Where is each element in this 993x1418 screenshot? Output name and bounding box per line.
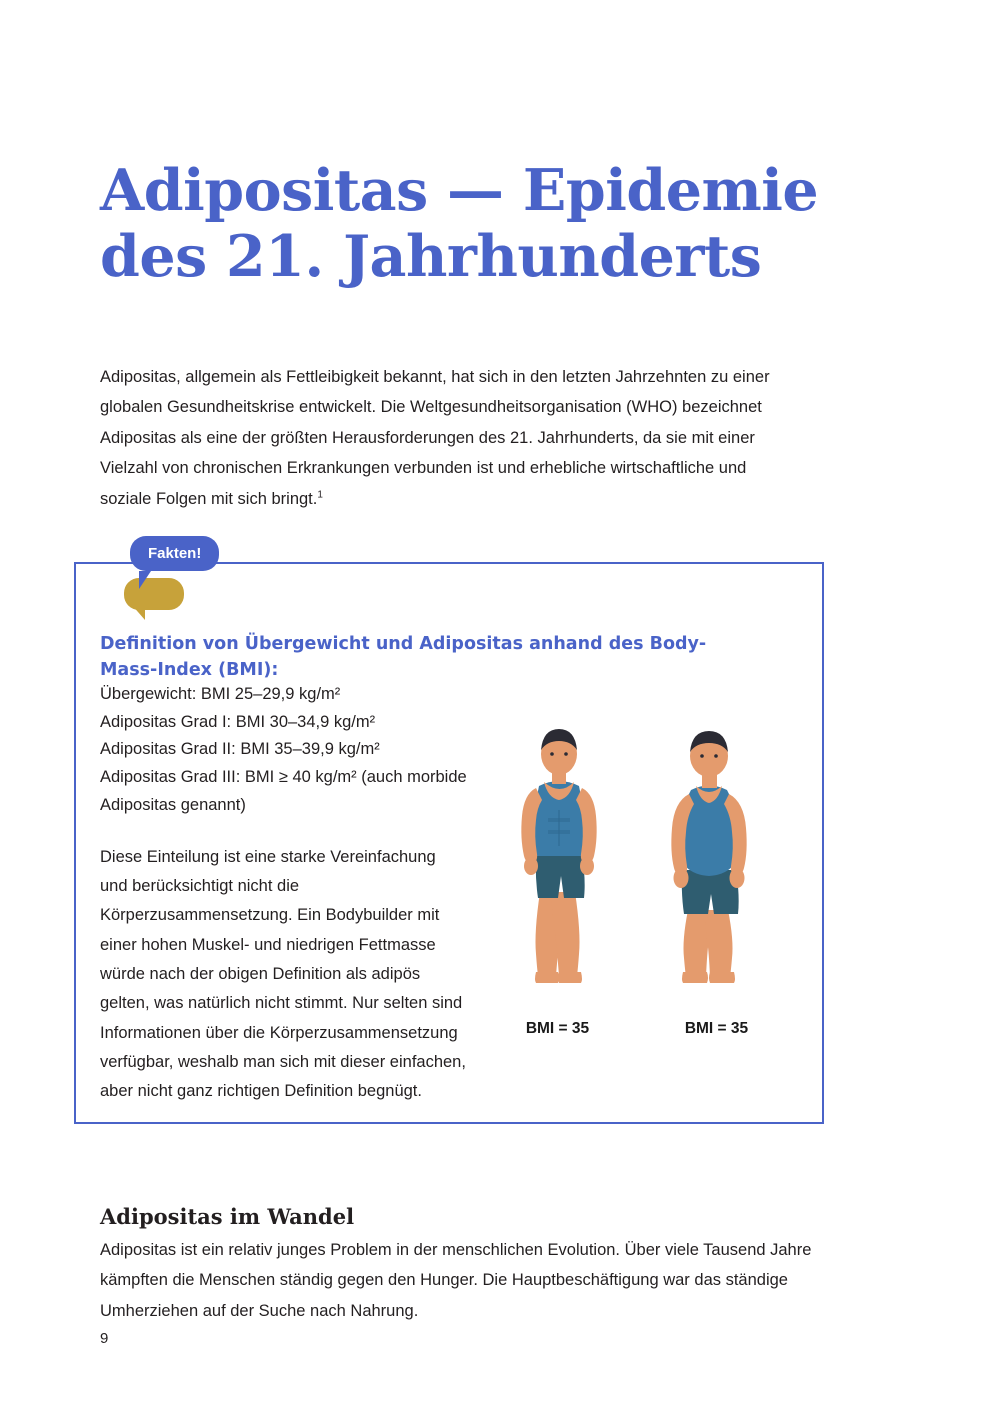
page-title: [100, 158, 900, 290]
decorative-gold-bubble-tail: [131, 604, 145, 620]
bmi-definition-list: [100, 681, 470, 820]
muscular-man-figure: [521, 729, 596, 983]
bmi-comparison-illustration: [478, 714, 796, 1004]
facts-paragraph: Diese Einteilung ist eine starke Vereinfachung und berücksichtigt nicht die Körperzusammensetzung. Ein Bodybuilder mit einer hohen Muskel- und niedrigen Fettmasse würde nach der obigen Definition als adipös gelten, was natürlich nicht stimmt. Nur selten sind Informationen über die Körperzusammensetzung verfügbar, weshalb man sich mit dieser einfachen, aber nicht ganz richtigen Definition begnügt.: [100, 847, 466, 1101]
section-body: Adipositas ist ein relativ junges Problem in der menschlichen Evolution. Über viele Tausend Jahre kämpften die Menschen ständig gegen den Hunger. Die Hauptbeschäftigung war das ständige Umherziehen auf der Suche nach Nahrung.: [100, 1240, 812, 1320]
bmi-list-item: Adipositas Grad II: BMI 35–39,9 kg/m²: [100, 740, 380, 759]
two-men-figure-icon: [478, 714, 796, 1004]
facts-heading: Definition von Übergewicht und Adipositas anhand des Body-Mass-Index (BMI):: [100, 634, 707, 681]
obese-man-figure: [671, 731, 746, 983]
facts-tag-tail-icon: [139, 571, 151, 589]
bmi-label-right: BMI = 35: [684, 1020, 749, 1037]
intro-text: Adipositas, allgemein als Fettleibigkeit bekannt, hat sich in den letzten Jahrzehnten zu einer globalen Gesundheitskrise entwickelt. Die Weltgesundheitsorganisation (WHO) bezeichnet Adipositas als eine der größten Herausforderungen des 21. Jahrhunderts, da sie mit einer Vielzahl von chronischen Erkrankungen verbunden ist und erhebliche wirtschaftliche und soziale Folgen mit sich bringt.: [100, 367, 770, 508]
intro-paragraph: [100, 362, 800, 515]
section-heading: Adipositas im Wandel: [100, 1204, 355, 1230]
page-title-line-2: des 21. Jahrhunderts: [100, 223, 762, 291]
bmi-list-item: Adipositas Grad I: BMI 30–34,9 kg/m²: [100, 712, 376, 731]
footnote-marker: 1: [317, 489, 323, 501]
facts-badge: Fakten!: [130, 536, 219, 571]
bmi-list-item: Adipositas Grad III: BMI ≥ 40 kg/m² (auch morbide Adipositas genannt): [100, 768, 467, 814]
bmi-label-left: BMI = 35: [525, 1020, 590, 1037]
page-number: 9: [100, 1330, 109, 1347]
page-title-line-1: Adipositas — Epidemie: [100, 157, 819, 225]
bmi-figure-labels: [478, 1020, 796, 1038]
bmi-list-item: Übergewicht: BMI 25–29,9 kg/m²: [100, 685, 341, 703]
